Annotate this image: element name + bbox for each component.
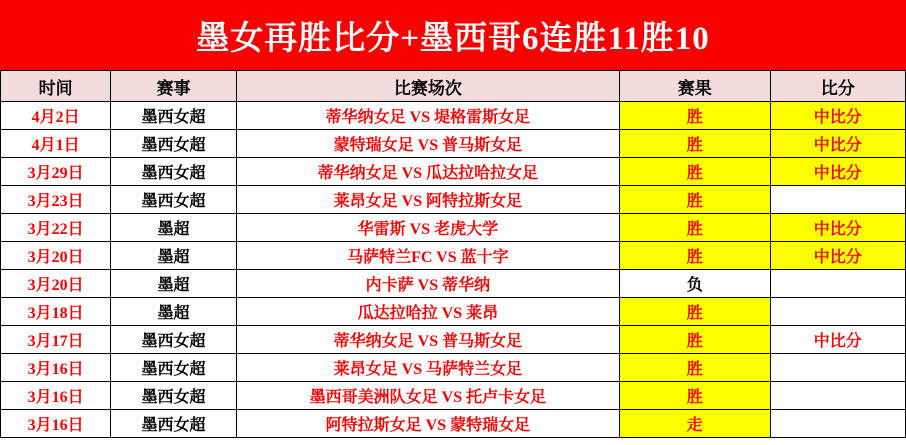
cell-time: 3月22日 [1, 214, 111, 242]
cell-score: 中比分 [770, 214, 905, 242]
cell-match: 墨西哥美洲队女足 VS 托卢卡女足 [236, 382, 619, 410]
column-header-score: 比分 [770, 71, 905, 102]
cell-match: 蒙特瑞女足 VS 普马斯女足 [236, 130, 619, 158]
cell-league: 墨西女超 [111, 158, 236, 186]
cell-score [770, 410, 905, 438]
cell-time: 3月16日 [1, 382, 111, 410]
cell-league: 墨西女超 [111, 326, 236, 354]
table-row [1, 326, 906, 354]
cell-result: 胜 [620, 354, 770, 382]
cell-match: 阿特拉斯女足 VS 蒙特瑞女足 [236, 410, 619, 438]
cell-league: 墨西女超 [111, 102, 236, 130]
cell-score [770, 298, 905, 326]
cell-result: 胜 [620, 242, 770, 270]
cell-score: 中比分 [770, 130, 905, 158]
table-row [1, 410, 906, 438]
cell-league: 墨西女超 [111, 130, 236, 158]
cell-time: 4月1日 [1, 130, 111, 158]
table-row [1, 214, 906, 242]
table-row [1, 242, 906, 270]
table-body [1, 102, 906, 438]
cell-match: 莱昂女足 VS 阿特拉斯女足 [236, 186, 619, 214]
cell-result: 胜 [620, 298, 770, 326]
cell-league: 墨西女超 [111, 354, 236, 382]
cell-time: 3月16日 [1, 410, 111, 438]
cell-score: 中比分 [770, 158, 905, 186]
cell-result: 胜 [620, 382, 770, 410]
cell-result: 胜 [620, 158, 770, 186]
cell-match: 马萨特兰FC VS 蓝十字 [236, 242, 619, 270]
cell-time: 3月20日 [1, 242, 111, 270]
cell-result: 胜 [620, 102, 770, 130]
cell-match: 莱昂女足 VS 马萨特兰女足 [236, 354, 619, 382]
cell-league: 墨超 [111, 270, 236, 298]
cell-match: 华雷斯 VS 老虎大学 [236, 214, 619, 242]
page-title: 墨女再胜比分+墨西哥6连胜11胜10 [196, 20, 710, 57]
cell-league: 墨超 [111, 214, 236, 242]
cell-score: 中比分 [770, 102, 905, 130]
cell-league: 墨西女超 [111, 382, 236, 410]
table-row [1, 130, 906, 158]
cell-score [770, 270, 905, 298]
column-header-match: 比赛场次 [236, 71, 619, 102]
cell-league: 墨西女超 [111, 186, 236, 214]
column-header-league: 赛事 [111, 71, 236, 102]
cell-league: 墨超 [111, 242, 236, 270]
cell-score [770, 186, 905, 214]
cell-score: 中比分 [770, 242, 905, 270]
cell-result: 胜 [620, 130, 770, 158]
cell-score: 中比分 [770, 326, 905, 354]
table-row [1, 354, 906, 382]
cell-score [770, 382, 905, 410]
cell-time: 3月20日 [1, 270, 111, 298]
table-row [1, 158, 906, 186]
cell-result: 胜 [620, 326, 770, 354]
table-row [1, 298, 906, 326]
column-header-result: 赛果 [620, 71, 770, 102]
cell-result: 胜 [620, 186, 770, 214]
cell-time: 3月16日 [1, 354, 111, 382]
cell-match: 蒂华纳女足 VS 普马斯女足 [236, 326, 619, 354]
cell-time: 3月23日 [1, 186, 111, 214]
cell-time: 4月2日 [1, 102, 111, 130]
cell-result: 走 [620, 410, 770, 438]
cell-result: 负 [620, 270, 770, 298]
table-row [1, 270, 906, 298]
cell-league: 墨西女超 [111, 410, 236, 438]
cell-time: 3月29日 [1, 158, 111, 186]
table-header-row [1, 71, 906, 102]
cell-time: 3月17日 [1, 326, 111, 354]
table-row [1, 186, 906, 214]
table-header [1, 71, 906, 102]
title-banner [0, 0, 906, 70]
table-row [1, 102, 906, 130]
cell-match: 内卡萨 VS 蒂华纳 [236, 270, 619, 298]
cell-time: 3月18日 [1, 298, 111, 326]
column-header-time: 时间 [1, 71, 111, 102]
cell-match: 蒂华纳女足 VS 瓜达拉哈拉女足 [236, 158, 619, 186]
cell-league: 墨超 [111, 298, 236, 326]
match-results-table [0, 70, 906, 438]
cell-match: 蒂华纳女足 VS 堤格雷斯女足 [236, 102, 619, 130]
cell-match: 瓜达拉哈拉 VS 莱昂 [236, 298, 619, 326]
cell-score [770, 354, 905, 382]
cell-result: 胜 [620, 214, 770, 242]
table-row [1, 382, 906, 410]
